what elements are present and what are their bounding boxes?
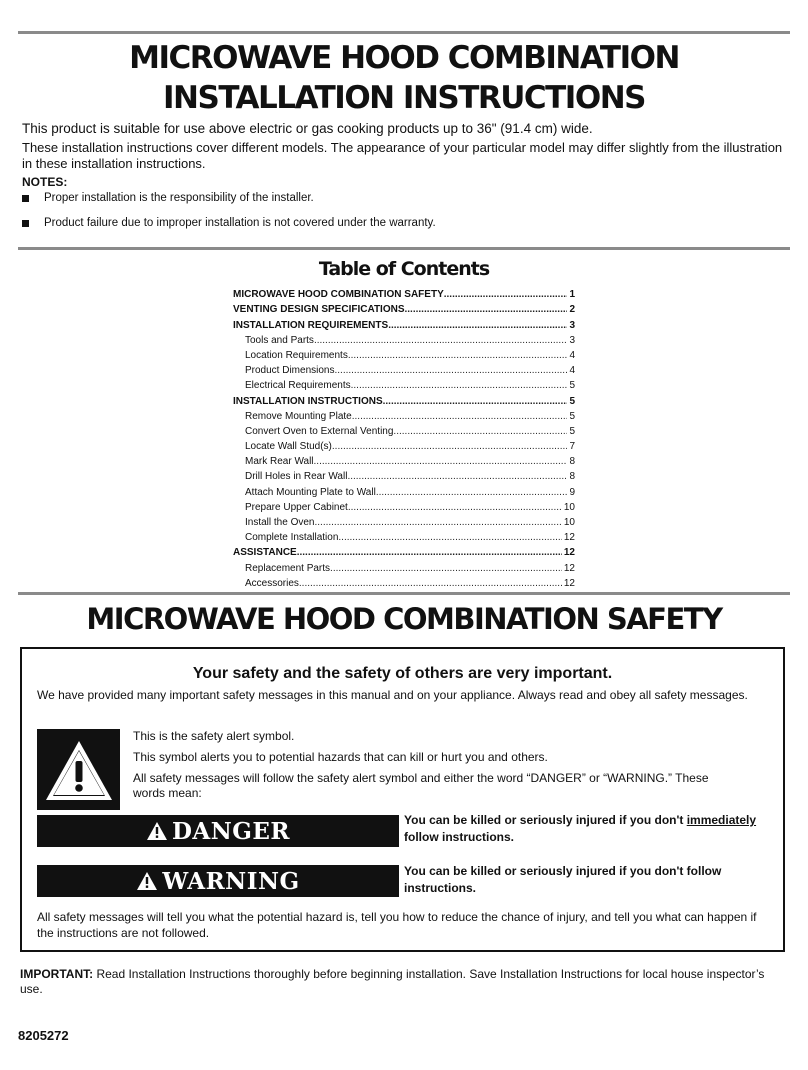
toc-entry-label: VENTING DESIGN SPECIFICATIONS xyxy=(233,304,405,316)
alert-line: All safety messages will follow the safety alert symbol and either the word “DANGER” or “WARNING.” These words mean: xyxy=(133,771,709,800)
divider-rule xyxy=(18,592,790,595)
toc-leader-dots xyxy=(334,365,567,376)
toc-entry-label: Complete Installation xyxy=(245,532,339,544)
safety-footer: All safety messages will tell you what the potential hazard is, tell you how to reduce the chance of injury, and tell you what can happen if the instructions are not followed. xyxy=(37,910,757,940)
safety-section-title: MICROWAVE HOOD COMBINATION SAFETY xyxy=(86,602,722,636)
toc-entry xyxy=(233,331,575,346)
toc-entry-page: 1 xyxy=(569,289,575,301)
safety-alert-icon xyxy=(37,729,120,810)
toc-entry-page: 4 xyxy=(569,365,575,377)
toc-leader-dots xyxy=(299,578,562,589)
toc-entry-label: Location Requirements xyxy=(245,349,348,361)
toc-entry xyxy=(233,528,575,543)
toc-entry-page: 10 xyxy=(563,501,575,513)
toc-leader-dots xyxy=(376,487,568,498)
toc-entry-page: 4 xyxy=(569,349,575,361)
toc-entry-label: Electrical Requirements xyxy=(245,380,351,392)
toc-entry xyxy=(233,558,575,573)
toc-leader-dots xyxy=(297,547,562,558)
safety-box xyxy=(20,647,785,952)
toc-entry-page: 12 xyxy=(563,562,575,574)
danger-label: DANGER xyxy=(171,817,291,845)
alert-line: This symbol alerts you to potential hazards that can kill or hurt you and others. xyxy=(133,750,548,764)
toc-entry-page: 5 xyxy=(569,380,575,392)
toc-leader-dots xyxy=(348,350,568,361)
toc-entry xyxy=(233,407,575,422)
danger-signal xyxy=(37,815,399,847)
danger-emphasis: immediately xyxy=(686,813,757,827)
page-title xyxy=(0,38,808,118)
danger-text: You can be killed or seriously injured if you don't xyxy=(404,813,687,827)
alert-explanation xyxy=(133,729,733,807)
toc-entry xyxy=(233,285,575,300)
notes-list xyxy=(22,191,792,231)
toc-entry-label: Remove Mounting Plate xyxy=(245,410,352,422)
toc-entry xyxy=(233,391,575,406)
toc-entry-label: Attach Mounting Plate to Wall xyxy=(245,486,376,498)
danger-description xyxy=(404,812,784,846)
note-item: Proper installation is the responsibility of the installer. xyxy=(22,191,792,206)
toc-entry xyxy=(233,315,575,330)
toc-entry-page: 12 xyxy=(563,577,575,589)
toc-entry-label: INSTALLATION INSTRUCTIONS xyxy=(233,395,383,407)
toc-entry-page: 10 xyxy=(563,517,575,528)
toc-entry-page: 5 xyxy=(569,410,575,422)
toc-entry-label: Prepare Upper Cabinet xyxy=(245,501,348,513)
toc-leader-dots xyxy=(332,441,568,452)
divider-rule xyxy=(18,247,790,250)
toc-entry-page: 8 xyxy=(569,471,575,483)
warning-signal xyxy=(37,865,399,897)
toc-leader-dots xyxy=(314,517,561,528)
toc-entry xyxy=(233,300,575,315)
toc-entry xyxy=(233,482,575,497)
toc-entry-label: INSTALLATION REQUIREMENTS xyxy=(233,319,389,331)
top-rule xyxy=(18,31,790,34)
safety-intro: We have provided many important safety messages in this manual and on your appliance. Always read and obey all safety messages. xyxy=(37,688,748,702)
toc-entry-label: Tools and Parts xyxy=(245,334,314,346)
toc-entry-label: Locate Wall Stud(s) xyxy=(245,441,332,453)
toc-entry xyxy=(233,346,575,361)
toc-entry-label: Install the Oven xyxy=(245,517,315,528)
table-of-contents xyxy=(233,285,575,589)
alert-line: This is the safety alert symbol. xyxy=(133,729,295,743)
toc-entry xyxy=(233,498,575,513)
toc-leader-dots xyxy=(393,426,567,437)
toc-entry-label: Drill Holes in Rear Wall xyxy=(245,471,348,483)
notes-label: NOTES: xyxy=(22,175,68,189)
important-note xyxy=(20,967,790,997)
toc-entry xyxy=(233,513,575,528)
toc-entry-page: 7 xyxy=(569,441,575,453)
toc-leader-dots xyxy=(338,532,561,543)
toc-leader-dots xyxy=(351,380,568,391)
toc-entry-label: MICROWAVE HOOD COMBINATION SAFETY xyxy=(233,289,444,301)
intro-section xyxy=(22,121,792,231)
toc-entry xyxy=(233,467,575,482)
toc-entry xyxy=(233,422,575,437)
warning-label: WARNING xyxy=(162,867,300,895)
note-item: Product failure due to improper installation is not covered under the warranty. xyxy=(22,216,792,231)
toc-entry-label: Replacement Parts xyxy=(245,562,331,574)
alert-triangle-icon xyxy=(146,821,168,841)
toc-entry-label: ASSISTANCE xyxy=(233,547,297,559)
important-text: Read Installation Instructions thoroughly before beginning installation. Save Installation Instructions for local house inspector’s use. xyxy=(20,967,765,996)
safety-heading: Your safety and the safety of others are very important. xyxy=(192,665,613,682)
toc-entry xyxy=(233,574,575,589)
toc-entry-page: 2 xyxy=(569,304,575,316)
toc-entry-page: 12 xyxy=(563,547,575,559)
alert-triangle-icon xyxy=(136,871,158,891)
toc-leader-dots xyxy=(330,563,562,574)
toc-entry-page: 5 xyxy=(569,425,575,437)
toc-entry xyxy=(233,437,575,452)
toc-leader-dots xyxy=(348,502,562,513)
title-line-2: INSTALLATION INSTRUCTIONS xyxy=(163,80,645,116)
toc-entry xyxy=(233,543,575,558)
toc-leader-dots xyxy=(405,304,568,315)
intro-paragraph-2: These installation instructions cover different models. The appearance of your particular model may differ slightly from the illustration in these installation instructions. xyxy=(22,140,783,171)
part-number: 8205272 xyxy=(18,1028,69,1043)
toc-leader-dots xyxy=(314,456,568,467)
toc-entry-label: Product Dimensions xyxy=(245,365,335,377)
title-line-1: MICROWAVE HOOD COMBINATION xyxy=(129,40,679,76)
toc-entry-page: 3 xyxy=(569,334,575,346)
toc-entry-label: Accessories xyxy=(245,577,299,589)
toc-entry-page: 9 xyxy=(569,486,575,498)
danger-text-end: follow instructions. xyxy=(404,830,514,844)
warning-triangle-icon xyxy=(43,737,115,803)
toc-entry-page: 5 xyxy=(569,395,575,407)
important-label: IMPORTANT: xyxy=(20,967,94,981)
toc-leader-dots xyxy=(383,396,568,407)
toc-leader-dots xyxy=(444,289,568,300)
toc-leader-dots xyxy=(352,411,568,422)
toc-entry-label: Convert Oven to External Venting xyxy=(245,425,394,437)
toc-entry xyxy=(233,452,575,467)
toc-leader-dots xyxy=(388,320,567,331)
toc-entry xyxy=(233,376,575,391)
toc-title: Table of Contents xyxy=(318,258,490,280)
intro-paragraph-1: This product is suitable for use above electric or gas cooking products up to 36" (91.4 cm) wide. xyxy=(22,121,593,136)
toc-entry-label: Mark Rear Wall xyxy=(245,456,314,468)
toc-leader-dots xyxy=(314,335,568,346)
warning-description: You can be killed or seriously injured if you don't follow instructions. xyxy=(404,864,722,895)
toc-entry xyxy=(233,361,575,376)
toc-entry-page: 3 xyxy=(569,319,575,331)
toc-entry-page: 8 xyxy=(569,456,575,468)
toc-leader-dots xyxy=(347,471,567,482)
toc-entry-page: 12 xyxy=(563,532,575,544)
